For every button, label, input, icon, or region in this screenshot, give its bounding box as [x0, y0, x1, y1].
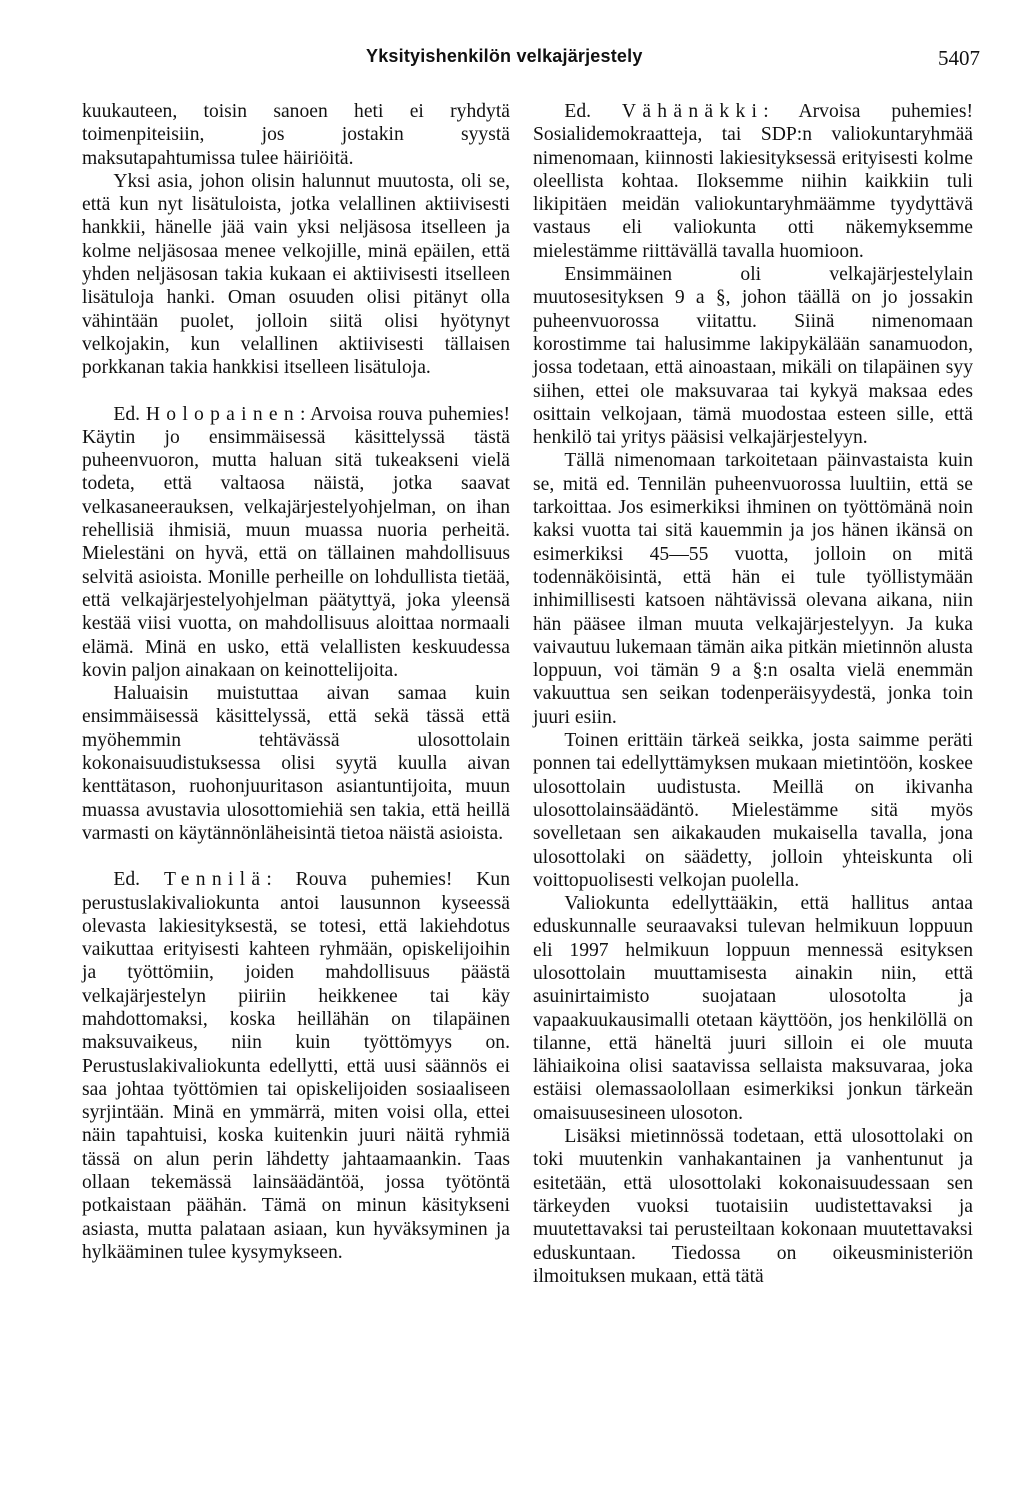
speaker-prefix: Ed.	[113, 403, 141, 425]
paragraph: kuukauteen, toisin sanoen heti ei ryhdytä toimenpiteisiin, jos jostakin syystä maksutapahtumissa tulee häiriöitä.	[82, 101, 510, 169]
speech-text: : Arvoisa rouva puhemies! Käytin jo ensimmäisessä käsittelyssä tästä puheenvuoron, mutta haluan sitä tukeakseni vielä todeta, että valtaosa näistä, jotka saavat velkasaneerauksen, velkajärjestelyohjelman, on ihan rehellisiä ihmisiä, muun muassa nuoria perheitä. Mielestäni on hyvä, että on tällainen mahdollisuus selvitä asioista. Monille perheille on lohdullista tietää, että velkajärjestelyohjelman päätyttyä, joka yleensä kestää viisi vuotta, on mahdollisuus aloittaa normaali elämä. Minä en usko, että velallisten keskuudessa kovin paljon ainakaan on keinottelijoita.	[82, 403, 510, 681]
speech-tennila	[82, 868, 510, 1264]
paragraph: Toinen erittäin tärkeä seikka, josta saimme peräti ponnen tai edellyttämyksen mukaan mietintöön, koskee ulosottolain uudistusta. Meillä on ikivanha ulosottolainsäädäntö. Mielestämme sitä myös sovelletaan sen aikakauden mukaisella tavalla, jona ulosottolaki on säädetty, jolloin yhteiskunta oli voittopuolisesti velkojan puolella.	[533, 730, 973, 891]
speech-holopainen	[82, 403, 510, 683]
speaker-prefix: Ed.	[564, 101, 592, 122]
page-header	[0, 46, 1024, 76]
paragraph: Yksi asia, johon olisin halunnut muutosta, oli se, että kun nyt lisätuloista, jotka velallinen aktiivisesti hankkii, hänelle jää vain yksi neljäsosa itselleen ja kolme neljäsosaa menee velkojille, minä epäilen, että yhden neljäsosan takia kukaan ei aktiivisesti itselleen lisätuloja hanki. Oman osuuden olisi pitänyt olla vähintään puolet, jolloin siitä olisi hyötynyt velkojakin, kun velallinen aktiivisesti tällaisen porkkanan takia hankkisi itselleen lisätuloja.	[82, 170, 510, 379]
paragraph: Tällä nimenomaan tarkoitetaan päinvastaista kuin se, mitä ed. Tennilän puheenvuorossa luultiin, että se tarkoittaa. Jos esimerkiksi ihminen on työttömänä noin kaksi vuotta tai sitä kauemmin ja jos hänen ikänsä on esimerkiksi 45—55 vuotta, jolloin on mitä todennäköisintä, että hän ei tule työllistymään inhimillisesti katsoen nähtävissä olevana aikana, niin hän pääsee ilman muuta velkajärjestelyyn. Ja kuka vaivautuu lukemaan tämän aika pitkän mietinnön alusta loppuun, voi tämän 9 a §:n osalta vielä enemmän vakuuttua sen seikan todenperäisyydestä, jonka toin juuri esiin.	[533, 450, 973, 728]
paragraph: Valiokunta edellyttääkin, että hallitus antaa eduskunnalle seuraavaksi tulevan helmikuun loppuun eli 1997 helmikuun loppuun mennessä esityksen ulosottolain muuttamisesta ainakin niin, että asuinirtaimisto suojataan ulosotolta ja vapaakuukausimalli otetaan käyttöön, jos henkilöllä on tilanne, että häneltä juuri silloin ei ole muuta lähiaikoina olisi saatavissa sellaista maksuvaraa, joka estäisi olemassaolollaan esimerkiksi jonkun tärkeän omaisuusesineen ulosoton.	[533, 893, 973, 1124]
speaker-name: Vähänäkki	[621, 101, 764, 122]
speech-text: : Rouva puhemies! Kun perustuslakivaliokunta antoi lausunnon kyseessä olevasta lakiesityksestä, se totesi, että lakiehdotus vaikuttaa erityisesti kahteen ryhmään, opiskelijoihin ja työttömiin, joiden mahdollisuus päästä velkajärjestelyn piiriin heikkenee tai käy mahdottomaksi, koska heillähän on tilapäinen maksuvaikeus, niin kuin työttömyys on. Perustuslakivaliokunta edellytti, että uusi säännös ei saa johtaa työttömien tai opiskelijoiden sosiaaliseen syrjintään. Minä en ymmärrä, miten voisi olla, ettei näin tapahtuisi, koska kuitenkin juuri näitä ryhmiä tässä on alun perin lähdetty jahtaamaankin. Taas ollaan tekemässä lainsäädäntöä, jossa työtöntä potkaistaan päähän. Tämä on minun käsitykseni asiasta, mutta palataan asiaan, kun hyväksyminen ja hylkääminen tulee kysymykseen.	[82, 869, 510, 1263]
running-title: Yksityishenkilön velkajärjestely	[366, 46, 643, 66]
speech-vahanakki	[533, 100, 973, 263]
paragraph: Haluaisin muistuttaa aivan samaa kuin ensimmäisessä käsittelyssä, että sekä tässä että myöhemmin tehtävässä ulosottolain kokonaisuudistuksessa olisi syytä kuulla aivan kenttätason, ruohonjuuritason asiantuntijoita, muun muassa avustavia ulosottomiehiä sen takia, että heillä varmasti on käytännönläheisintä tietoa näistä asioista.	[82, 683, 510, 844]
left-column	[82, 100, 510, 1264]
speaker-name: Holopainen	[145, 403, 300, 425]
page-number: 5407	[938, 46, 980, 70]
paragraph: Lisäksi mietinnössä todetaan, että ulosottolaki on toki muutenkin vanhakantainen ja vanhentunut ja esitetään, että ulosottolaki kokonaisuudessaan sen tärkeyden vuoksi tuotaisiin uudistettavaksi ja muutettavaksi tai perusteiltaan kokonaan muutettavaksi eduskuntaan. Tiedossa on oikeusministeriön ilmoituksen mukaan, että tätä	[533, 1126, 973, 1287]
right-column	[533, 100, 973, 1288]
speech-text: : Arvoisa puhemies! Sosialidemokraatteja, tai SDP:n valiokuntaryhmää nimenomaan, kiinnosti lakiesityksessä erityisesti kolme oleellista kohtaa. Iloksemme niihin kaikkiin tuli likipitäen meidän valiokuntaryhmäämme tyydyttävä vastaus eli valiokunta otti näkemyksemme mielestämme riittävällä tavalla huomioon.	[533, 101, 973, 262]
speaker-prefix: Ed.	[113, 869, 141, 891]
speaker-name: Tennilä	[163, 869, 267, 891]
paragraph: Ensimmäinen oli velkajärjestelylain muutosesityksen 9 a §, johon täällä on jo jossakin puheenvuorossa viitattu. Siinä nimenomaan korostimme tai halusimme lakipykälään sanamuodon, jossa todetaan, että ainoastaan, mikäli on tilapäinen syy siihen, ettei ole maksuvaraa tai kykyä maksaa edes osittain velkojaan, tämä muodostaa esteen sille, että henkilö tai yritys pääsisi velkajärjestelyyn.	[533, 264, 973, 449]
